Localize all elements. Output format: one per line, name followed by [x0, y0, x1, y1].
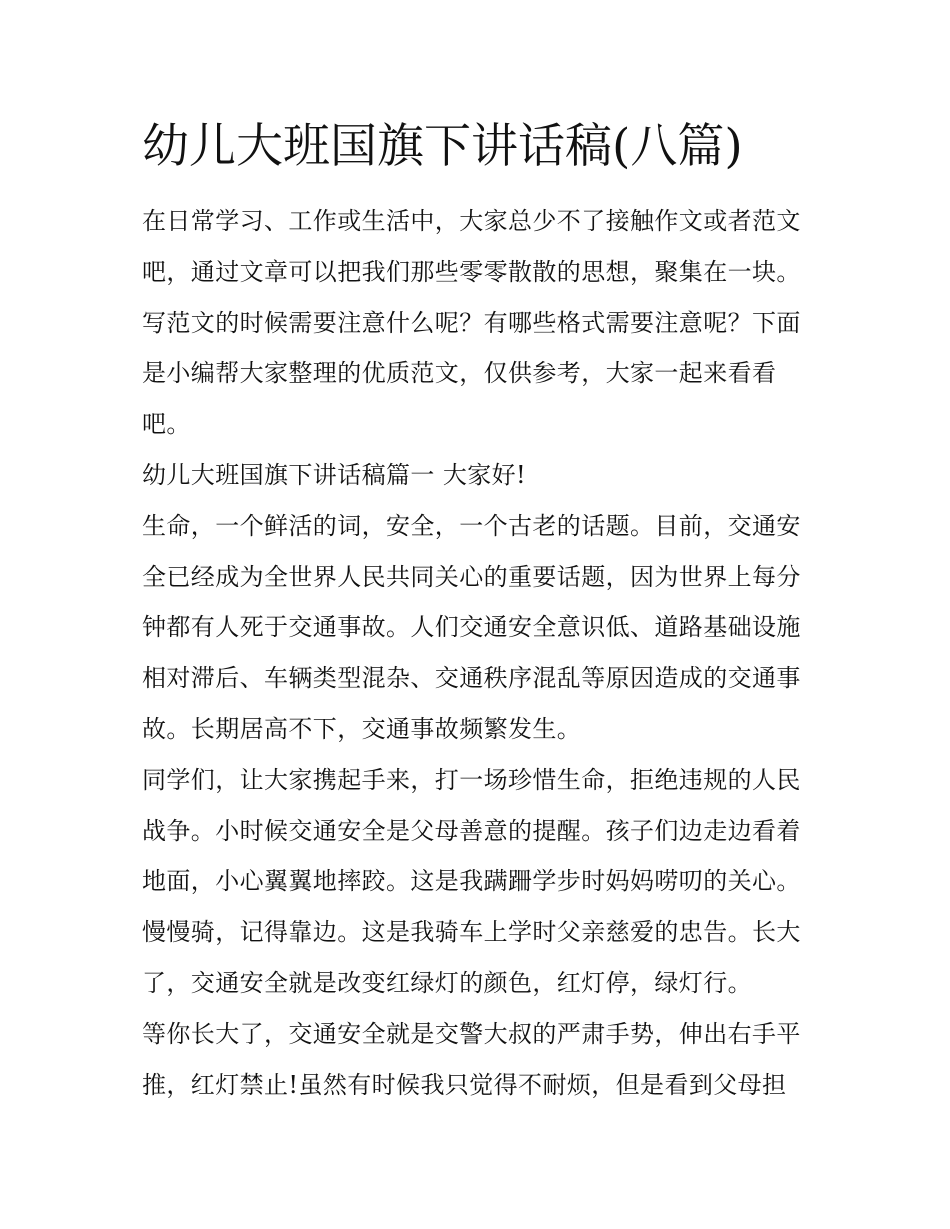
body-paragraph: 等你长大了，交通安全就是交警大叔的严肃手势，伸出右手平推，红灯禁止!虽然有时候我只觉得不耐烦，但是看到父母担: [142, 1019, 801, 1099]
body-paragraph: 同学们，让大家携起手来，打一场珍惜生命，拒绝违规的人民战争。小时候交通安全是父母善意的提醒。孩子们边走边看着地面，小心翼翼地摔跤。这是我蹒跚学步时妈妈唠叨的关心。慢慢骑，记得靠边。这是我骑车上学时父亲慈爱的忠告。长大了，交通安全就是改变红绿灯的颜色，红灯停，绿灯行。: [142, 765, 801, 997]
intro-paragraph: 在日常学习、工作或生活中，大家总少不了接触作文或者范文吧，通过文章可以把我们那些零零散散的思想，聚集在一块。写范文的时候需要注意什么呢？有哪些格式需要注意呢？下面是小编帮大家整理的优质范文，仅供参考，大家一起来看看吧。: [142, 207, 801, 439]
body-paragraph: 生命，一个鲜活的词，安全，一个古老的话题。目前，交通安全已经成为全世界人民共同关心的重要话题，因为世界上每分钟都有人死于交通事故。人们交通安全意识低、道路基础设施相对滞后、车辆类型混杂、交通秩序混乱等原因造成的交通事故。长期居高不下，交通事故频繁发生。: [142, 511, 801, 743]
document-body: [142, 112, 822, 1110]
document-title: 幼儿大班国旗下讲话稿(八篇): [142, 119, 743, 174]
section-heading: 幼儿大班国旗下讲话稿篇一 大家好!: [142, 460, 527, 489]
